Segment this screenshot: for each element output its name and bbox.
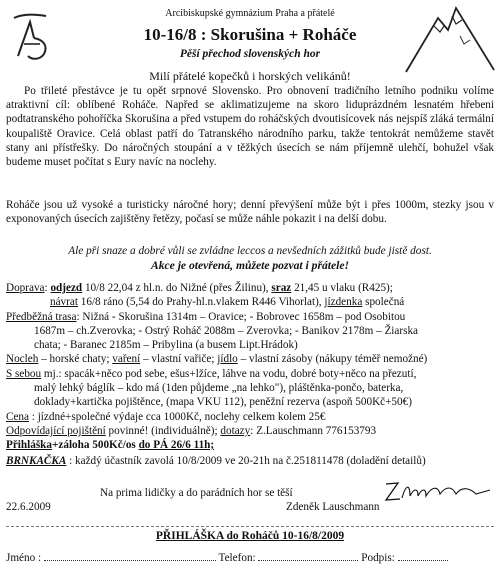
jizdenka-label: jízdenka	[324, 296, 363, 308]
nocleh-line	[6, 353, 427, 366]
trasa-line-3: chata; - Baranec 2185m – Pribylina (a busem Lipt.Hrádok)	[34, 339, 298, 351]
signature	[380, 480, 496, 508]
trasa-text-1: : Nižná - Skorušina 1314m – Oravice; - Bobrovec 1658m – pod Osobitou	[76, 311, 406, 323]
intro-paragraph-1: Po třileté přestávce je tu opět srpnové Slovensko. Pro obnovení tradičního letního podniku volíme atraktivní cíl: oblíbené Roháče. Napřed se aklimatizujeme na skoro liduprázdném lesnatém hřebeni podtatranského pohoříčka Skorušina a před vstupem do roháčských dvoutisícovek nás nejspíš zláká termální koupaliště Oravice. Celá oblast patří do Tatranského národního parku, takže tentokrát nemůžeme stavět stany ani přístřešky. Do náročných stoupání a v těžkých úsecích se nám příjemně ulehčí, bohužel však budeme muset počítat s Eury navíc na noclehy.	[6, 85, 494, 169]
trasa-label: Předběžná trasa	[6, 311, 77, 323]
odjezd-text: 10/8 22,04 z hl.n. do Nižné (přes Žilinu),	[82, 282, 272, 294]
nocleh-text: – horské chaty;	[38, 353, 113, 365]
sebou-text-1: mj.: spacák+něco pod sebe, ešus+lžíce, láhve na vodu, dobré boty+něco na přezutí,	[41, 368, 417, 380]
intro-paragraph-2: Roháče jsou už vysoké a turisticky náročné hory; denní převýšení může být i přes 1000m, stezky jsou v exponovaných úsecích zajištěny řetězy, počasí se může náhle pokazit i na delší dobu.	[6, 199, 494, 226]
page-subtitle: Pěší přechod slovenských hor	[179, 48, 321, 60]
cena-line	[6, 411, 325, 424]
podpis-label: Podpis:	[361, 552, 395, 564]
pojisteni-label: Odpovídající pojištění	[6, 425, 106, 437]
date: 22.6.2009	[6, 501, 51, 513]
author-name: Zdeněk Lauschmann	[286, 501, 380, 513]
navrat-text: 16/8 ráno (5,54 do Prahy-hl.n.vlakem R446 Vihorlat),	[77, 296, 325, 308]
brnkacka-text: : každý účastník zavolá 10/8/2009 ve 20-21h na č.251811478 (doladění detailů)	[66, 455, 426, 467]
dotazy-label: dotazy	[220, 425, 251, 437]
trasa-line-1	[6, 311, 405, 324]
telefon-field[interactable]	[258, 559, 358, 561]
jmeno-label: Jméno :	[6, 552, 42, 564]
motto-line: Ale při snaze a dobré vůli se zvládne leccos a nevšedních zážitků bude jistě dost.	[68, 245, 432, 257]
sebou-line-3: doklady+kartička pojištěnce, (mapa VKU 112), peněžní rezerva (aspoň 500Kč+50€)	[34, 396, 412, 408]
form-row	[6, 552, 496, 565]
school-logo	[10, 8, 56, 68]
doprava-line-2	[50, 296, 404, 309]
podpis-field[interactable]	[398, 559, 448, 561]
trasa-line-2: 1687m – ch.Zverovka; - Ostrý Roháč 2088m – Zverovka; - Banikov 2178m – Žiarska	[34, 325, 419, 337]
prihlaska-label: Přihláška	[6, 439, 53, 451]
sebou-line-1	[6, 368, 416, 381]
jmeno-field[interactable]	[44, 559, 216, 561]
jidlo-label: jídlo	[217, 353, 238, 365]
brnkacka-line	[6, 455, 426, 468]
jizdenka-text: společná	[362, 296, 405, 308]
sebou-line-2: malý lehký báglík – kdo má (1den půjdeme „na lehko"), pláštěnka-pončo, baterka,	[34, 382, 404, 394]
cut-line	[6, 526, 494, 527]
nocleh-label: Nocleh	[6, 353, 39, 365]
prihlaska-line	[6, 439, 214, 452]
doprava-label: Doprava	[6, 282, 45, 294]
jidlo-text: – vlastní zásoby (nákupy téměř nemožné)	[237, 353, 428, 365]
motto-invite: Akce je otevřená, můžete pozvat i přátele!	[150, 259, 350, 272]
pojisteni-line	[6, 425, 376, 438]
sebou-label: S sebou	[6, 368, 42, 380]
page-title: 10-16/8 : Skorušina + Roháče	[143, 25, 357, 44]
cena-text: : jízdné+společné výdaje cca 1000Kč, noclehy celkem kolem 25€	[29, 411, 326, 423]
prihlaska-deadline: do PÁ 26/6 11h;	[138, 439, 215, 451]
doprava-line-1: Doprava: odjezd 10/8 22,04 z hl.n. do Nižné (přes Žilinu), sraz 21,45 u vlaku (R425);	[6, 282, 393, 294]
sraz-text: 21,45 u vlaku (R425);	[291, 282, 393, 294]
dotazy-text: : Z.Lauschmann 776153793	[250, 425, 377, 437]
sraz-label: sraz	[271, 282, 292, 294]
greeting: Milí přátelé kopečků i horských velikánů!	[149, 69, 351, 83]
brnkacka-label: BRNKAČKA	[6, 455, 67, 467]
closing-line: Na prima lidičky a do parádních hor se těší	[100, 487, 293, 499]
telefon-label: Telefon:	[218, 552, 256, 564]
prihlaska-text: +záloha 500Kč/os	[52, 439, 139, 451]
vareni-label: vaření	[112, 353, 141, 365]
navrat-label: návrat	[50, 296, 78, 308]
cena-label: Cena	[6, 411, 29, 423]
school-name: Arcibiskupské gymnázium Praha a přátelé	[165, 8, 335, 19]
form-title: PŘIHLÁŠKA do Roháčů 10-16/8/2009	[155, 530, 345, 542]
pojisteni-text: povinné! (individuálně);	[105, 425, 221, 437]
vareni-text: – vlastní vařiče;	[140, 353, 218, 365]
odjezd-label: odjezd	[50, 282, 83, 294]
